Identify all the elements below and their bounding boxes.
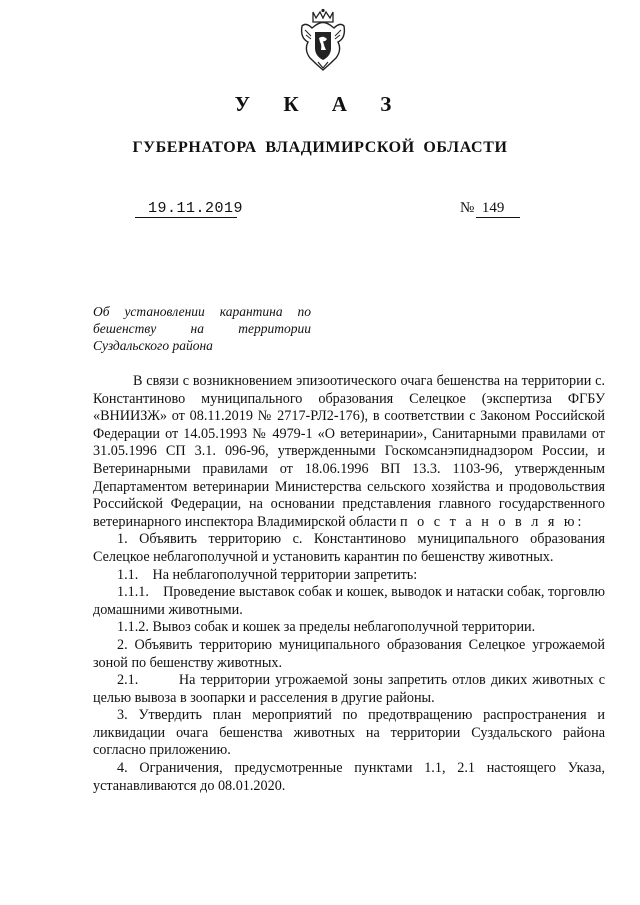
decree-number <box>460 200 504 217</box>
decree-item: 3. Утвердить план мероприятий по предотвращению распространения и ликвидации очага бешенства животных на территории Суздальского района согласно приложению. <box>93 707 605 759</box>
preamble-paragraph <box>93 373 605 531</box>
decree-date: 19.11.2019 <box>148 200 244 217</box>
number-underline <box>476 217 520 218</box>
document-title: У К А З <box>234 92 406 116</box>
decree-item: 1. Объявить территорию с. Константиново муниципального образования Селецкое неблагополучной и установить карантин по бешенству животных. <box>93 531 605 565</box>
decree-item: 4. Ограничения, предусмотренные пунктами 1.1, 2.1 настоящего Указа, устанавливаются до 08.01.2020. <box>93 760 605 794</box>
preamble-text: В связи с возникновением эпизоотического очага бешенства на территории с. Константиново муниципального образования Селецкое (экспертиза ФГБУ «ВНИИЗЖ» от 08.11.2019 № 2717-РЛ2-176), в соответствии с Законом Российской Федерации от 14.05.1993 № 4979-1 «О ветеринарии», Санитарными правилами от 31.05.1996 СП 3.1. 096-96, утвержденными Госкомсанэпиднадзором России, и Ветеринарными правилами от 18.06.1996 ВП 13.3. 1103-96, утвержденным Департаментом ветеринарии Министерства сельского хозяйства и продовольствия Российской Федерации, на основании представления главного государственного ветеринарного инспектора Владимирской области <box>93 373 605 530</box>
decree-body <box>93 373 609 795</box>
coat-of-arms-icon <box>296 8 350 74</box>
date-underline <box>135 217 237 218</box>
decree-subject: Об установлении карантина по бешенству на территории Суздальского района <box>93 304 311 353</box>
number-label: № <box>460 200 475 216</box>
decree-word: п о с т а н о в л я ю: <box>399 513 585 530</box>
decree-item: 2.1. На территории угрожаемой зоны запретить отлов диких животных с целью вывоза в зоопарки и расселения в другие районы. <box>93 672 609 706</box>
decree-item: 2. Объявить территорию муниципального образования Селецкое угрожаемой зоной по бешенству животных. <box>93 636 605 671</box>
issuer-title: ГУБЕРНАТОРА ВЛАДИМИРСКОЙ ОБЛАСТИ <box>132 139 508 156</box>
number-value: 149 <box>481 200 505 216</box>
decree-item: 1.1.1. Проведение выставок собак и кошек, выводок и натаски собак, торговлю домашними животными. <box>93 584 609 618</box>
decree-item: 1.1.2. Вывоз собак и кошек за пределы неблагополучной территории. <box>117 619 536 636</box>
decree-item: 1.1. На неблагополучной территории запретить: <box>117 566 418 583</box>
